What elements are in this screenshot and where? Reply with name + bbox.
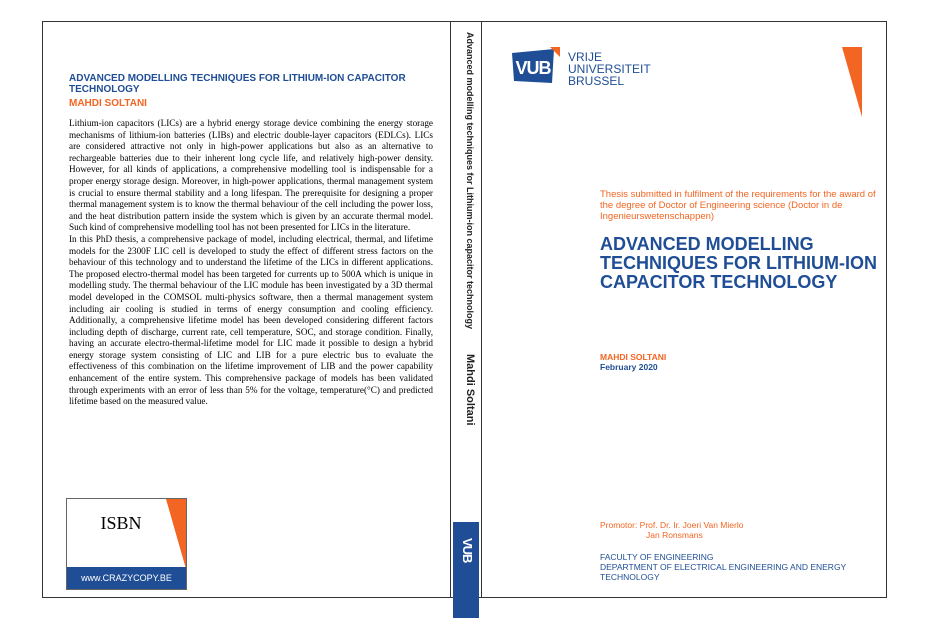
department: DEPARTMENT OF ELECTRICAL ENGINEERING AND ENERGY TECHNOLOGY — [600, 562, 847, 582]
abstract-paragraph-1: Lithium-ion capacitors (LICs) are a hybrid energy storage device combining the energy storage mechanisms of lithium-ion batteries (LIBs) and electric double-layer capacitors (EDLCs). LICs are considered attractive not only in high-power applications but also as an alternative to rechargeable batteries due to their inherent long cycle life, and relatively high-power density. However, for all kinds of applications, a comprehensive modelling tool is indispensable for a proper energy storage design. Moreover, in high-power applications, thermal management system is crucial to ensure thermal stability and a long lifespan. The prerequisite for designing a proper thermal management system is to know the thermal behaviour of the cell including the power loss, and the heat distribution pattern inside the system which is given by an accurate thermal model. Such kind of comprehensive modelling tool has not been presented for LICs in the literature. — [69, 118, 433, 233]
university-name — [568, 51, 651, 87]
promotor: Promotor: Prof. Dr. Ir. Joeri Van Mierlo — [600, 520, 744, 530]
spine-title: Advanced modelling techniques for Lithium-ion capacitor technology — [465, 32, 475, 330]
university-line-2: UNIVERSITEIT — [568, 62, 651, 76]
university-line-3: BRUSSEL — [568, 74, 625, 88]
isbn-box — [66, 498, 187, 590]
orange-triangle-icon — [842, 47, 862, 117]
front-cover-title: ADVANCED MODELLING TECHNIQUES FOR LITHIUM-ION CAPACITOR TECHNOLOGY — [600, 234, 877, 292]
spine-author: Mahdi Soltani — [464, 354, 476, 426]
thesis-statement: Thesis submitted in fulfilment of the requirements for the award of the degree of Doctor of Engineering science (Doctor in de Ingenieurswetenschappen) — [600, 189, 876, 222]
front-cover-author: MAHDI SOLTANI — [600, 352, 667, 362]
front-cover-date: February 2020 — [600, 362, 658, 372]
vub-logo-icon — [512, 47, 560, 85]
isbn-label: ISBN — [100, 513, 142, 533]
back-cover — [42, 21, 451, 598]
university-line-1: VRIJE — [568, 50, 603, 64]
front-cover — [481, 21, 887, 598]
spine-logo-block — [453, 522, 479, 618]
orange-triangle-icon — [166, 499, 186, 569]
spine — [451, 21, 481, 598]
back-cover-author: MAHDI SOLTANI — [69, 98, 147, 109]
abstract-paragraph-2: In this PhD thesis, a comprehensive package of model, including electrical, thermal, and lifetime models for the 2300F LIC cell is developed to study the effect of different stress factors on the behaviour of this technology and to understand the lifetime of the LICs in different applications. The proposed electro-thermal model has been targeted for currents up to 500A which is unique in modelling study. The thermal behaviour of the LIC module has been investigated by a 3D thermal model developed in the COMSOL multi-physics software, then a thermal management system including air cooling is studied in terms of energy consumption and cooling efficiency. Additionally, a comprehensive lifetime model has been developed considering different factors including depth of discharge, current rate, cell temperature, SOC, and storage condition. Finally, having an accurate electro-thermal-lifetime model for LIC made it possible to design a hybrid energy storage system consisting of LIC and LIB for a pure electric bus to evaluate the effectiveness of this combination on the lifetime improvement of LIB and the power capability enhancement of the entire system. This comprehensive package of models has been validated through experiments with an error of less than 5% for the voltage, temperature(°C) and predicted lifetime based on the measured value. — [69, 233, 433, 407]
co-promotor: Jan Ronsmans — [646, 530, 703, 540]
vub-logo-text: VUB — [515, 58, 551, 78]
spine-vub-logo: VUB — [460, 538, 475, 563]
back-cover-title: ADVANCED MODELLING TECHNIQUES FOR LITHIUM-ION CAPACITOR TECHNOLOGY — [69, 73, 406, 95]
abstract — [69, 118, 433, 408]
faculty: FACULTY OF ENGINEERING — [600, 552, 714, 562]
publisher-url: www.CRAZYCOPY.BE — [67, 567, 186, 589]
